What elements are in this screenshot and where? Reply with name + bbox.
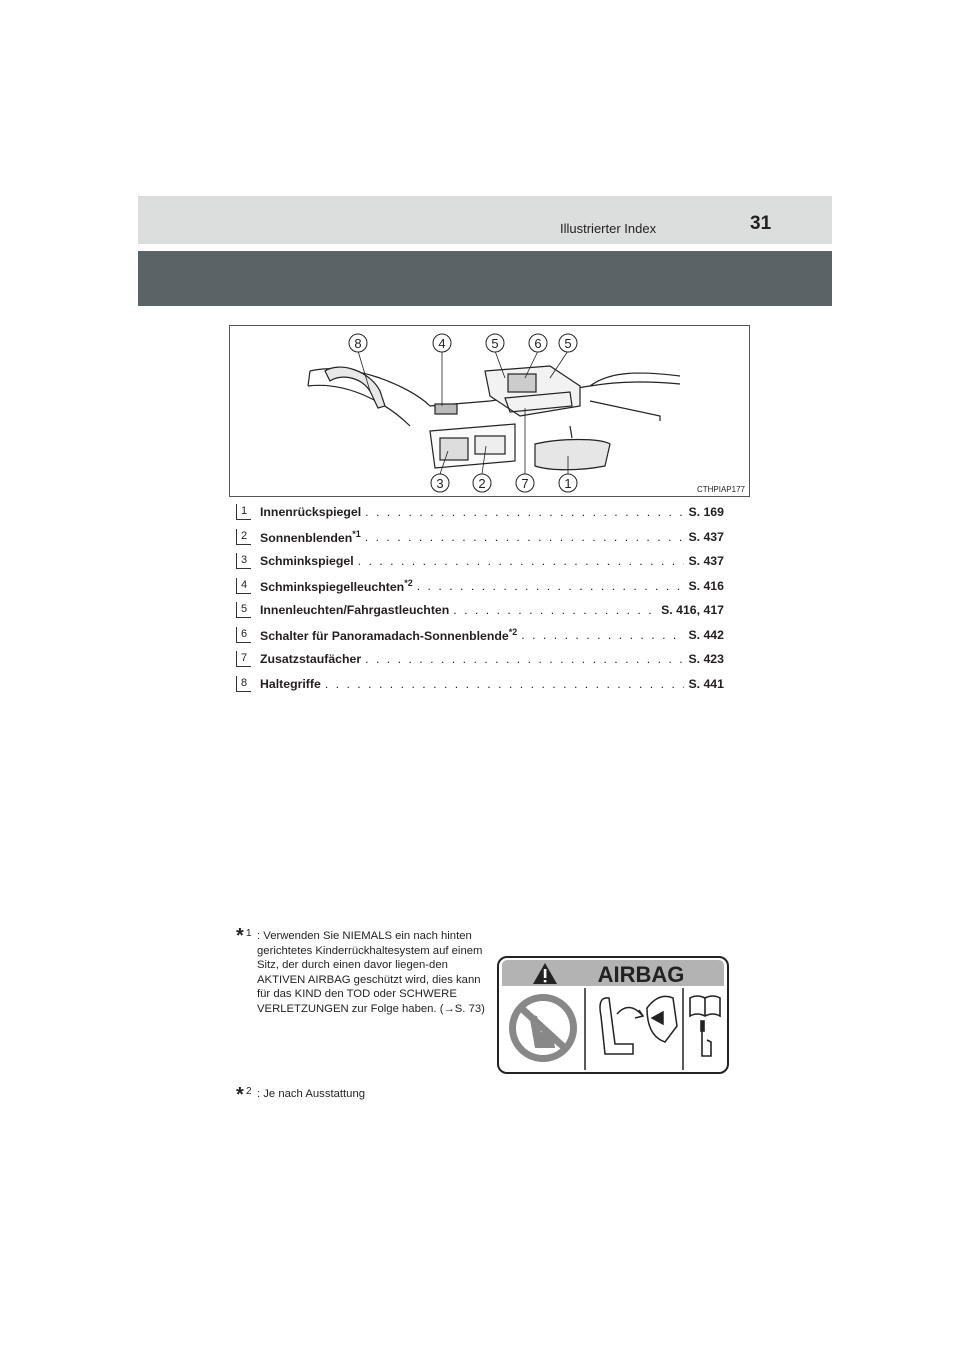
list-item[interactable] — [236, 574, 724, 599]
footnote-asterisk: * — [236, 925, 244, 947]
svg-text:6: 6 — [534, 336, 542, 351]
footnote-ref: *2 — [508, 626, 518, 637]
item-number: 5 — [236, 602, 251, 618]
footnote-ref: *1 — [352, 528, 361, 539]
svg-text:3: 3 — [436, 476, 444, 491]
callout-5a — [486, 334, 504, 352]
item-page-ref[interactable]: S. 441 — [688, 676, 724, 691]
page-number: 31 — [750, 213, 772, 234]
footnote-2 — [236, 1084, 366, 1106]
item-label: Schminkspiegelleuchten — [260, 579, 405, 594]
svg-text:8: 8 — [354, 336, 362, 351]
footnote-text: : Je nach Ausstattung — [257, 1088, 366, 1100]
item-page-ref[interactable]: S. 416, 417 — [661, 603, 724, 618]
header-band — [138, 251, 832, 306]
callout-2 — [473, 474, 491, 492]
airbag-warning-label — [497, 956, 729, 1079]
footnote-1 — [236, 925, 490, 1016]
item-page-ref[interactable]: S. 437 — [688, 529, 724, 544]
item-page-ref[interactable]: S. 442 — [688, 627, 724, 642]
item-label: Sonnenblenden — [260, 530, 353, 545]
item-label: Schalter für Panoramadach-Sonnenblende — [260, 628, 509, 643]
svg-text:4: 4 — [438, 336, 446, 351]
svg-text:2: 2 — [478, 476, 486, 491]
item-page-ref[interactable]: S. 416 — [688, 578, 724, 593]
item-page-ref[interactable]: S. 423 — [688, 652, 724, 667]
item-label: Innenleuchten/Fahrgastleuchten — [260, 603, 450, 618]
item-page-ref[interactable]: S. 169 — [688, 505, 724, 520]
callout-6 — [529, 334, 547, 352]
item-number: 4 — [236, 578, 251, 594]
list-item[interactable] — [236, 672, 724, 697]
svg-text:7: 7 — [521, 476, 529, 491]
list-item[interactable] — [236, 549, 724, 574]
footnote-index: 1 — [246, 928, 252, 939]
callout-3 — [431, 474, 449, 492]
item-number: 6 — [236, 627, 251, 643]
item-number: 3 — [236, 553, 251, 569]
footnote-ref: *2 — [404, 577, 413, 588]
list-item[interactable] — [236, 525, 724, 550]
svg-text:5: 5 — [491, 336, 499, 351]
item-number: 2 — [236, 529, 251, 545]
footnote-asterisk: * — [236, 1084, 244, 1106]
list-item[interactable] — [236, 598, 724, 623]
item-number: 8 — [236, 676, 251, 692]
header-bar — [138, 196, 832, 244]
figure-code: CTHPIAP177 — [696, 485, 745, 494]
callout-1 — [559, 474, 577, 492]
callout-8 — [349, 334, 367, 352]
footnote-index: 2 — [246, 1086, 252, 1097]
list-item[interactable] — [236, 623, 724, 648]
airbag-title: AIRBAG — [597, 962, 685, 987]
item-number: 1 — [236, 504, 251, 520]
svg-text:1: 1 — [564, 476, 572, 491]
index-list — [236, 500, 724, 696]
callout-4 — [433, 334, 451, 352]
item-page-ref[interactable]: S. 437 — [688, 554, 724, 569]
svg-text:5: 5 — [564, 336, 572, 351]
section-title: Illustrierter Index — [560, 221, 657, 236]
overhead-console-illustration — [229, 325, 750, 497]
item-label: Zusatzstaufächer — [260, 652, 362, 667]
list-item[interactable] — [236, 647, 724, 672]
item-label: Schminkspiegel — [260, 554, 354, 569]
footnote-text: : Verwenden Sie NIEMALS ein nach hinten gerichtetes Kinderrückhaltesystem auf einem Sitz, der durch einen davor liegen-den AKTIVEN AIRBAG geschützt wird, dies kann für das KIND den TOD oder SCHWERE VERLETZUNGEN zur Folge haben. (→S. 73) — [257, 930, 485, 1015]
no-child-seat-icon — [509, 994, 577, 1062]
callout-5b — [559, 334, 577, 352]
list-item[interactable] — [236, 500, 724, 525]
item-label: Innenrückspiegel — [260, 505, 362, 520]
item-number: 7 — [236, 651, 251, 667]
callout-7 — [516, 474, 534, 492]
item-label: Haltegriffe — [260, 676, 321, 691]
